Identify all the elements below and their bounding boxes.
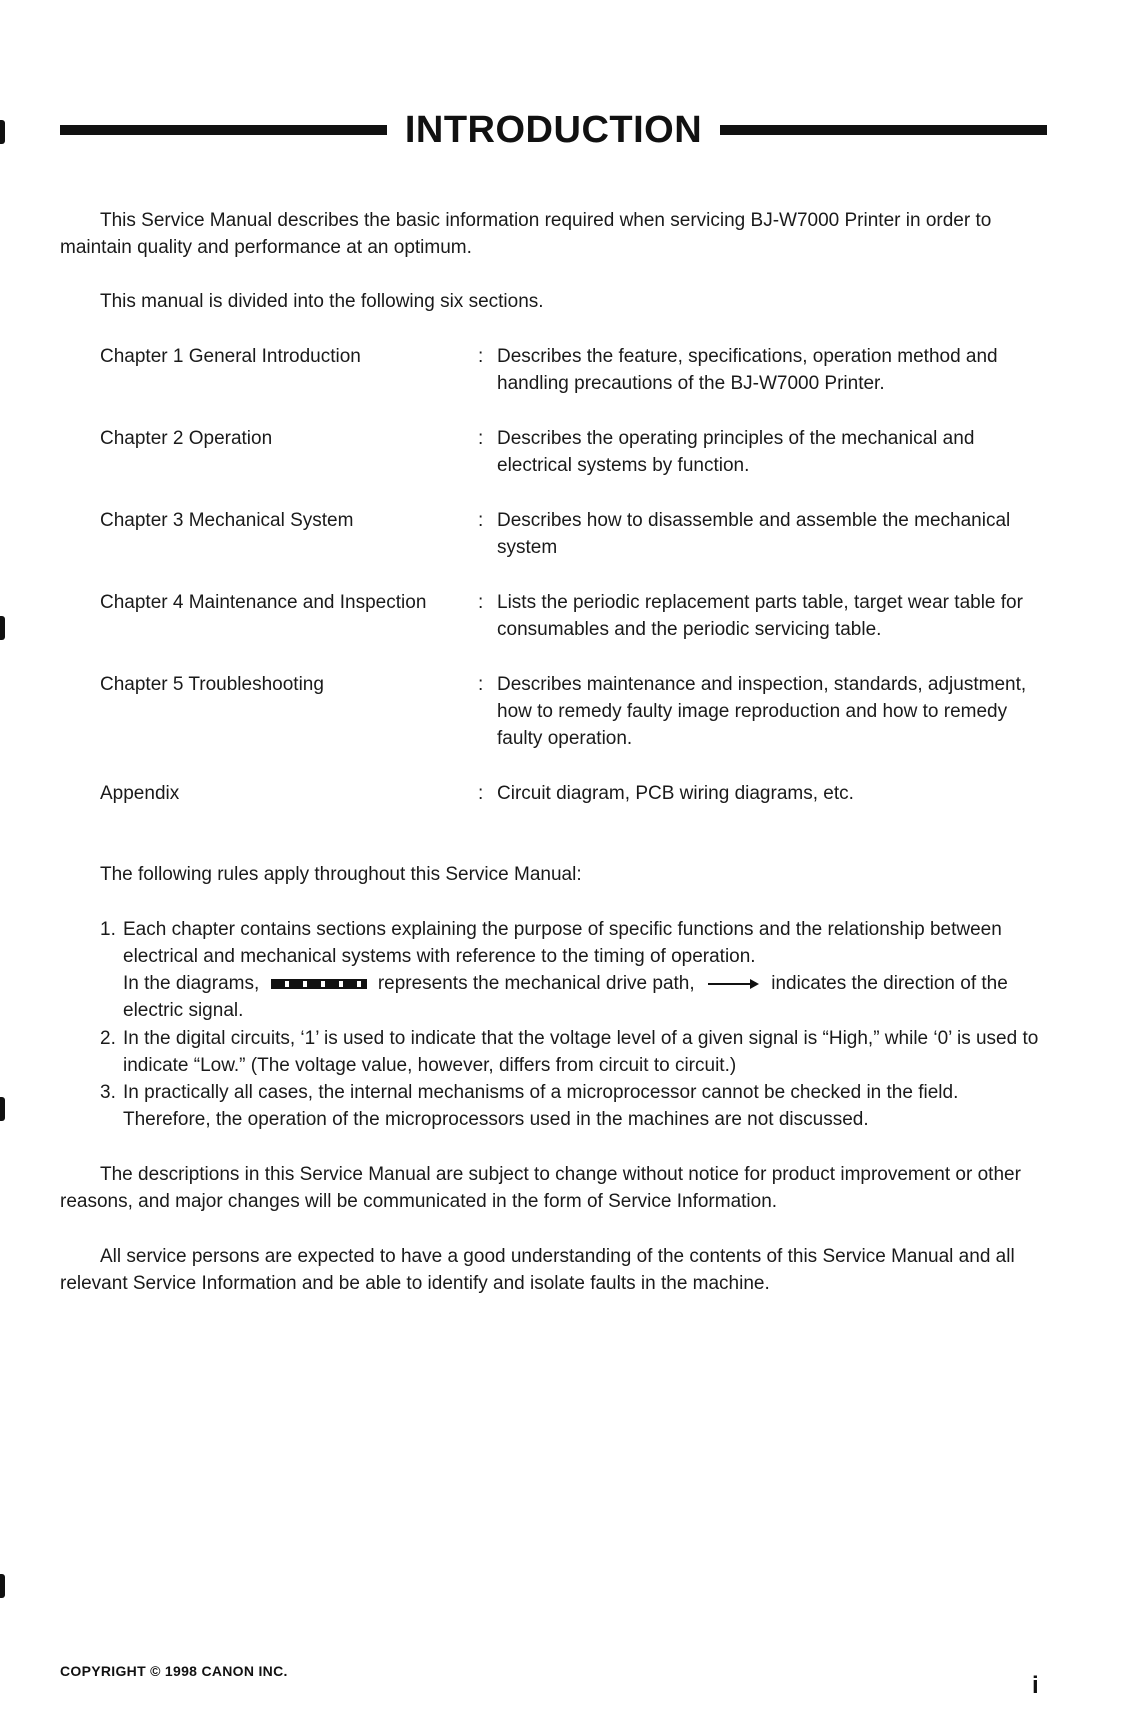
- rule-diagram-middle: represents the mechanical drive path,: [377, 973, 695, 994]
- chapter-description: Circuit diagram, PCB wiring diagrams, etc.: [497, 783, 854, 804]
- chapter-separator: :: [478, 428, 484, 449]
- page-header: [60, 104, 1047, 156]
- rule-diagram-prefix: In the diagrams,: [123, 973, 260, 994]
- intro-paragraph: This Service Manual describes the basic information required when servicing BJ-W7000 Printer in order to maintain quality and performance at an optimum.: [60, 210, 992, 258]
- copyright-notice: COPYRIGHT © 1998 CANON INC.: [60, 1663, 288, 1679]
- chapter-separator: :: [478, 346, 484, 367]
- rule-number: 2.: [100, 1028, 116, 1049]
- chapter-separator: :: [478, 783, 484, 804]
- page-number: i: [1032, 1672, 1039, 1699]
- chapter-description: Lists the periodic replacement parts table, target wear table for consumables and the periodic servicing table.: [497, 592, 1023, 640]
- chapter-description: Describes how to disassemble and assemble the mechanical system: [497, 510, 1011, 558]
- chapter-description: Describes the feature, specifications, operation method and handling precautions of the BJ-W7000 Printer.: [497, 346, 998, 394]
- intro-sections-line: This manual is divided into the following six sections.: [100, 291, 544, 312]
- rule-number: 1.: [100, 919, 116, 940]
- header-rule-right: [720, 125, 1047, 135]
- rules-intro: The following rules apply throughout this Service Manual:: [100, 864, 582, 885]
- chapter-name: Chapter 4 Maintenance and Inspection: [100, 592, 427, 613]
- chapter-separator: :: [478, 674, 484, 695]
- binding-mark: [0, 1574, 5, 1598]
- chapter-name: Chapter 5 Troubleshooting: [100, 674, 324, 695]
- chapter-name: Chapter 3 Mechanical System: [100, 510, 354, 531]
- chapter-name: Chapter 1 General Introduction: [100, 346, 361, 367]
- rule-text: In practically all cases, the internal mechanisms of a microprocessor cannot be checked in the field. Therefore, the operation of the microprocessors used in the machines are not discussed.: [123, 1082, 959, 1130]
- signal-arrow-icon: [706, 978, 760, 990]
- closing-paragraph: All service persons are expected to have a good understanding of the contents of this Service Manual and all relevant Service Information and be able to identify and isolate faults in the machine.: [60, 1246, 1015, 1294]
- chapter-description: Describes maintenance and inspection, standards, adjustment, how to remedy faulty image reproduction and how to remedy faulty operation.: [497, 674, 1027, 749]
- header-rule-left: [60, 125, 387, 135]
- chapter-separator: :: [478, 592, 484, 613]
- page-title: INTRODUCTION: [404, 108, 703, 151]
- chapter-description: Describes the operating principles of the mechanical and electrical systems by function.: [497, 428, 975, 476]
- chapter-name: Appendix: [100, 783, 180, 804]
- binding-mark: [0, 120, 5, 144]
- rule-text: [123, 916, 1045, 1024]
- rule-number: 3.: [100, 1082, 116, 1103]
- rule-diagram-suffix: indicates the direction of the electric signal.: [123, 973, 1008, 1021]
- chapter-name: Chapter 2 Operation: [100, 428, 273, 449]
- binding-mark: [0, 1097, 5, 1121]
- rule-text: In the digital circuits, ‘1’ is used to indicate that the voltage level of a given signal is “High,” while ‘0’ is used to indicate “Low.” (The voltage value, however, differs from circuit to circuit.): [123, 1028, 1039, 1076]
- rule-text-main: Each chapter contains sections explaining the purpose of specific functions and the relationship between electrical and mechanical systems with reference to the timing of operation.: [123, 919, 1002, 967]
- binding-mark: [0, 616, 5, 640]
- closing-paragraph: The descriptions in this Service Manual are subject to change without notice for product improvement or other reasons, and major changes will be communicated in the form of Service Information.: [60, 1164, 1021, 1212]
- mechanical-drive-path-icon: [271, 979, 367, 989]
- chapter-separator: :: [478, 510, 484, 531]
